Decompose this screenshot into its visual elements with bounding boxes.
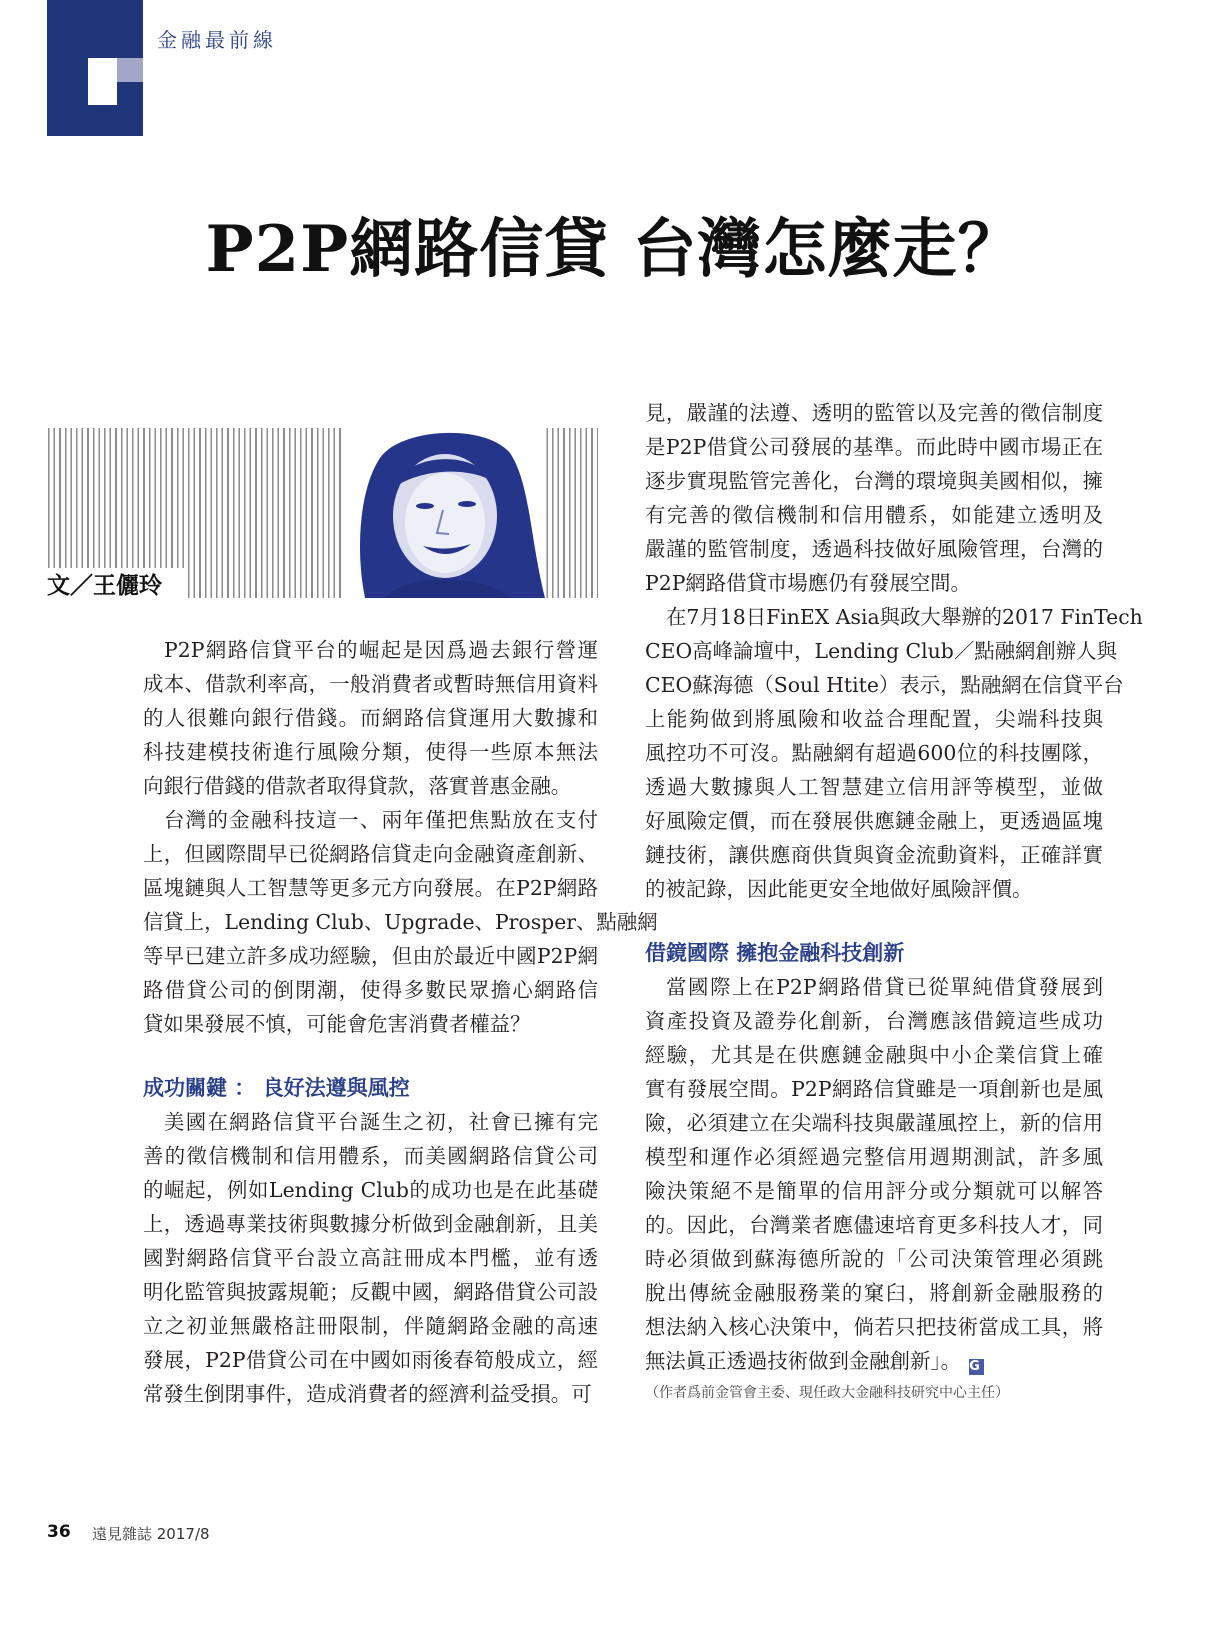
text-line: 的。因此，台灣業者應儘速培育更多科技人才，同 [645,1213,1103,1237]
text-line: 成本、借款利率高，一般消費者或暫時無信用資料 [143,672,598,696]
text-line: 國對網路信貸平台設立高註冊成本門檻，並有透 [143,1246,598,1270]
paragraph [143,633,598,803]
logo-white-rect [88,58,117,105]
text-line: 當國際上在P2P網路借貸已從單純借貸發展到 [666,975,1103,999]
text-line: 無法眞正透過技術做到金融創新」。 G [645,1344,1103,1378]
text-line: 有完善的徵信機制和信用體系，如能建立透明及 [645,503,1103,527]
text-line: 的被記錄，因此能更安全地做好風險評價。 [645,877,1033,901]
magazine-issue: 遠見雜誌 2017/8 [92,1525,210,1543]
text-line: 上，透過專業技術與數據分析做到金融創新，且美 [143,1212,598,1236]
paragraph [143,803,658,1041]
text-line: 信貸上，Lending Club、Upgrade、Prosper、點融網 [143,910,658,934]
article-end-mark-icon: G [969,1359,984,1375]
paragraph [645,600,1143,906]
text-line: 經驗，尤其是在供應鏈金融與中小企業信貸上確 [645,1043,1103,1067]
text-line: 鏈技術，讓供應商供貨與資金流動資料，正確詳實 [645,843,1103,867]
text-line: 透過大數據與人工智慧建立信用評等模型，並做 [645,775,1103,799]
author-note: （作者爲前金管會主委、現任政大金融科技研究中心主任） [645,1385,1009,1401]
text-line: CEO蘇海德（Soul Htite）表示，點融網在信貸平台 [645,673,1124,697]
text-line: 脫出傳統金融服務業的窠臼，將創新金融服務的 [645,1281,1103,1305]
text-line: CEO高峰論壇中，Lending Club／點融網創辦人與 [645,639,1117,663]
text-line: 台灣的金融科技這一、兩年僅把焦點放在支付 [164,808,598,832]
text-line: 等早已建立許多成功經驗，但由於最近中國P2P網 [143,944,598,968]
section-label: 金融最前線 [157,28,277,52]
page-number: 36 [47,1522,71,1542]
article-title: P2P網路信貸 台灣怎麼走？ [205,212,1023,287]
text-line: 想法納入核心決策中，倘若只把技術當成工具，將 [645,1315,1103,1339]
text-line: 險，必須建立在尖端科技與嚴謹風控上，新的信用 [645,1111,1103,1135]
text-line: 實有發展空間。P2P網路信貸雖是一項創新也是風 [645,1077,1103,1101]
text-line: 模型和運作必須經過完整信用週期測試，許多風 [645,1145,1103,1169]
text-line: 在7月18日FinEX Asia與政大舉辦的2017 FinTech [666,605,1143,629]
text-line: P2P網路信貸平台的崛起是因爲過去銀行營運 [164,638,598,662]
text-line: 上，但國際間早已從網路信貸走向金融資產創新、 [143,842,598,866]
right-column [645,396,1143,1408]
paragraph [143,1105,598,1411]
text-line: 路借貸公司的倒閉潮，使得多數民眾擔心網路信 [143,978,598,1002]
text-line: 向銀行借錢的借款者取得貸款，落實普惠金融。 [143,774,572,798]
paragraph [645,970,1103,1378]
text-line: 常發生倒閉事件，造成消費者的經濟利益受損。可 [143,1382,592,1406]
text-line: 資產投資及證券化創新，台灣應該借鏡這些成功 [645,1009,1103,1033]
subheading: 借鏡國際 擁抱金融科技創新 [645,941,905,965]
text-line: 好風險定價，而在發展供應鏈金融上，更透過區塊 [645,809,1103,833]
paragraph [645,396,1103,600]
section-logo-block [47,0,143,136]
text-line: 逐步實現監管完善化，台灣的環境與美國相似，擁 [645,469,1103,493]
text-line: 善的徵信機制和信用體系，而美國網路信貸公司 [143,1144,598,1168]
text-line: 發展，P2P借貸公司在中國如雨後春筍般成立，經 [143,1348,598,1372]
text-line: 的崛起，例如Lending Club的成功也是在此基礎 [143,1178,598,1202]
text-line: 風控功不可沒。點融網有超過600位的科技團隊， [645,741,1103,765]
text-line: 時必須做到蘇海德所說的「公司決策管理必須跳 [645,1247,1103,1271]
byline: 文／王儷玲 [40,568,185,604]
text-line: 明化監管與披露規範；反觀中國，網路借貸公司設 [143,1280,598,1304]
text-line: 險決策絕不是簡單的信用評分或分類就可以解答 [645,1179,1103,1203]
logo-light-square [117,58,143,82]
left-column [143,633,658,1411]
text-line: 是P2P借貸公司發展的基準。而此時中國市場正在 [645,435,1103,459]
text-line: 立之初並無嚴格註冊限制，伴隨網路金融的高速 [143,1314,598,1338]
text-line: 嚴謹的監管制度，透過科技做好風險管理，台灣的 [645,537,1103,561]
text-line: 的人很難向銀行借錢。而網路信貸運用大數據和 [143,706,598,730]
text-line: 區塊鏈與人工智慧等更多元方向發展。在P2P網路 [143,876,598,900]
subheading: 成功關鍵 ： 良好法遵與風控 [143,1076,410,1100]
text-line: 見，嚴謹的法遵、透明的監管以及完善的徵信制度 [645,401,1103,425]
author-photo [345,428,545,598]
text-line: 貸如果發展不慎，可能會危害消費者權益？ [143,1012,531,1036]
text-line: 科技建模技術進行風險分類，使得一些原本無法 [143,740,598,764]
text-line: P2P網路借貸市場應仍有發展空間。 [645,571,971,595]
text-line: 上能夠做到將風險和收益合理配置，尖端科技與 [645,707,1103,731]
text-line: 美國在網路信貸平台誕生之初，社會已擁有完 [164,1110,598,1134]
